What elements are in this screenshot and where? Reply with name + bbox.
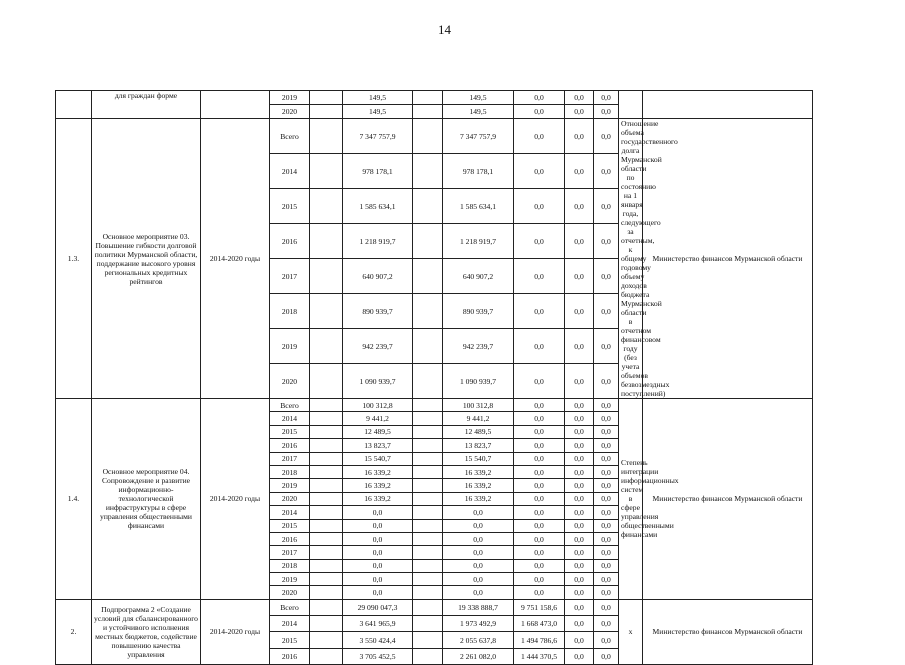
cell-regional-budget: 0,0 — [443, 559, 514, 572]
cell-other-budget: 0,0 — [594, 632, 619, 648]
cell-year: 2015 — [270, 632, 310, 648]
cell-other-budget: 0,0 — [594, 479, 619, 492]
gap-cell — [413, 189, 443, 224]
gap-cell — [413, 506, 443, 519]
cell-year: 2017 — [270, 259, 310, 294]
cell-total: 9 441,2 — [343, 412, 413, 425]
cell-year: 2020 — [270, 105, 310, 119]
cell-federal-budget: 0,0 — [514, 559, 565, 572]
gap-cell — [413, 91, 443, 105]
cell-regional-budget: 149,5 — [443, 91, 514, 105]
cell-other-budget: 0,0 — [594, 573, 619, 586]
cell-local-budget: 0,0 — [565, 294, 594, 329]
cell-total: 1 090 939,7 — [343, 364, 413, 399]
table-row — [56, 599, 887, 615]
cell-federal-budget: 0,0 — [514, 519, 565, 532]
cell-local-budget: 0,0 — [565, 105, 594, 119]
gap-cell — [413, 294, 443, 329]
gap-cell — [310, 616, 343, 632]
cell-period: 2014-2020 годы — [201, 119, 270, 399]
gap-cell — [413, 573, 443, 586]
cell-other-budget: 0,0 — [594, 425, 619, 438]
cell-year: 2016 — [270, 532, 310, 545]
cell-total: 29 090 047,3 — [343, 599, 413, 615]
gap-cell — [310, 465, 343, 478]
gap-cell — [413, 559, 443, 572]
cell-regional-budget: 9 441,2 — [443, 412, 514, 425]
cell-local-budget: 0,0 — [565, 119, 594, 154]
gap-cell — [310, 559, 343, 572]
cell-local-budget: 0,0 — [565, 399, 594, 412]
cell-federal-budget: 0,0 — [514, 586, 565, 599]
cell-federal-budget: 0,0 — [514, 154, 565, 189]
gap-cell — [310, 632, 343, 648]
cell-federal-budget: 0,0 — [514, 294, 565, 329]
cell-local-budget: 0,0 — [565, 573, 594, 586]
cell-total: 1 218 919,7 — [343, 224, 413, 259]
cell-total: 149,5 — [343, 91, 413, 105]
cell-other-budget: 0,0 — [594, 648, 619, 664]
cell-total: 100 312,8 — [343, 399, 413, 412]
gap-cell — [310, 329, 343, 364]
gap-cell — [413, 329, 443, 364]
cell-local-budget: 0,0 — [565, 189, 594, 224]
cell-regional-budget: 149,5 — [443, 105, 514, 119]
cell-local-budget: 0,0 — [565, 492, 594, 505]
cell-federal-budget: 0,0 — [514, 364, 565, 399]
cell-other-budget: 0,0 — [594, 452, 619, 465]
cell-other-budget: 0,0 — [594, 105, 619, 119]
cell-regional-budget: 1 973 492,9 — [443, 616, 514, 632]
cell-federal-budget: 0,0 — [514, 259, 565, 294]
cell-regional-budget: 0,0 — [443, 546, 514, 559]
gap-cell — [413, 648, 443, 664]
cell-year: 2014 — [270, 154, 310, 189]
cell-year: 2017 — [270, 452, 310, 465]
cell-regional-budget: 7 347 757,9 — [443, 119, 514, 154]
gap-cell — [310, 259, 343, 294]
cell-indicator: х — [619, 599, 643, 664]
cell-total: 942 239,7 — [343, 329, 413, 364]
cell-regional-budget: 1 585 634,1 — [443, 189, 514, 224]
cell-federal-budget: 0,0 — [514, 573, 565, 586]
cell-regional-budget: 13 823,7 — [443, 439, 514, 452]
cell-local-budget: 0,0 — [565, 412, 594, 425]
cell-federal-budget: 9 751 158,6 — [514, 599, 565, 615]
cell-other-budget: 0,0 — [594, 616, 619, 632]
cell-year: 2019 — [270, 91, 310, 105]
cell-regional-budget: 890 939,7 — [443, 294, 514, 329]
cell-federal-budget: 0,0 — [514, 465, 565, 478]
cell-year: 2016 — [270, 439, 310, 452]
gap-cell — [413, 412, 443, 425]
cell-total: 0,0 — [343, 586, 413, 599]
cell-federal-budget: 0,0 — [514, 105, 565, 119]
gap-cell — [413, 599, 443, 615]
cell-year: 2014 — [270, 616, 310, 632]
cell-regional-budget: 0,0 — [443, 586, 514, 599]
cell-federal-budget: 0,0 — [514, 399, 565, 412]
cell-local-budget: 0,0 — [565, 224, 594, 259]
cell-total: 1 585 634,1 — [343, 189, 413, 224]
cell-year: 2015 — [270, 519, 310, 532]
cell-regional-budget: 0,0 — [443, 506, 514, 519]
cell-year: Всего — [270, 599, 310, 615]
cell-period: 2014-2020 годы — [201, 399, 270, 600]
cell-regional-budget: 1 090 939,7 — [443, 364, 514, 399]
cell-federal-budget: 0,0 — [514, 412, 565, 425]
gap-cell — [310, 119, 343, 154]
cell-executor: Министерство финансов Мурманской области — [643, 399, 813, 600]
cell-local-budget: 0,0 — [565, 479, 594, 492]
cell-regional-budget: 0,0 — [443, 532, 514, 545]
cell-year: Всего — [270, 119, 310, 154]
cell-other-budget: 0,0 — [594, 224, 619, 259]
cell-year: 2017 — [270, 546, 310, 559]
cell-year: Всего — [270, 399, 310, 412]
cell-total: 12 489,5 — [343, 425, 413, 438]
gap-cell — [413, 492, 443, 505]
gap-cell — [310, 105, 343, 119]
gap-cell — [310, 546, 343, 559]
gap-cell — [310, 532, 343, 545]
cell-other-budget: 0,0 — [594, 559, 619, 572]
cell-year: 2020 — [270, 586, 310, 599]
cell-period: 2014-2020 годы — [201, 599, 270, 664]
cell-year: 2016 — [270, 648, 310, 664]
cell-local-budget: 0,0 — [565, 154, 594, 189]
cell-number: 2. — [56, 599, 92, 664]
table-row — [56, 91, 887, 105]
gap-cell — [413, 364, 443, 399]
gap-cell — [310, 519, 343, 532]
cell-federal-budget: 0,0 — [514, 91, 565, 105]
cell-period — [201, 91, 270, 119]
cell-regional-budget: 16 339,2 — [443, 465, 514, 478]
cell-total: 640 907,2 — [343, 259, 413, 294]
gap-cell — [413, 119, 443, 154]
cell-title: для граждан форме — [92, 91, 201, 119]
cell-year: 2018 — [270, 559, 310, 572]
gap-cell — [310, 479, 343, 492]
cell-regional-budget: 640 907,2 — [443, 259, 514, 294]
cell-year: 2019 — [270, 329, 310, 364]
cell-total: 16 339,2 — [343, 479, 413, 492]
budget-table — [55, 90, 887, 665]
gap-cell — [413, 616, 443, 632]
gap-cell — [413, 479, 443, 492]
gap-cell — [310, 294, 343, 329]
cell-regional-budget: 15 540,7 — [443, 452, 514, 465]
cell-other-budget: 0,0 — [594, 465, 619, 478]
cell-local-budget: 0,0 — [565, 632, 594, 648]
gap-cell — [310, 91, 343, 105]
cell-total: 7 347 757,9 — [343, 119, 413, 154]
gap-cell — [413, 452, 443, 465]
gap-cell — [310, 224, 343, 259]
cell-total: 890 939,7 — [343, 294, 413, 329]
cell-other-budget: 0,0 — [594, 599, 619, 615]
cell-total: 3 641 965,9 — [343, 616, 413, 632]
cell-number — [56, 91, 92, 119]
cell-other-budget: 0,0 — [594, 294, 619, 329]
cell-local-budget: 0,0 — [565, 452, 594, 465]
cell-year: 2014 — [270, 506, 310, 519]
cell-local-budget: 0,0 — [565, 439, 594, 452]
cell-other-budget: 0,0 — [594, 259, 619, 294]
gap-cell — [413, 224, 443, 259]
cell-regional-budget: 942 239,7 — [443, 329, 514, 364]
gap-cell — [310, 452, 343, 465]
cell-number: 1.3. — [56, 119, 92, 399]
table-row — [56, 119, 887, 154]
gap-cell — [310, 492, 343, 505]
gap-cell — [310, 364, 343, 399]
cell-regional-budget: 2 055 637,8 — [443, 632, 514, 648]
cell-regional-budget: 1 218 919,7 — [443, 224, 514, 259]
cell-federal-budget: 0,0 — [514, 425, 565, 438]
cell-local-budget: 0,0 — [565, 91, 594, 105]
cell-other-budget: 0,0 — [594, 492, 619, 505]
cell-regional-budget: 16 339,2 — [443, 492, 514, 505]
gap-cell — [413, 465, 443, 478]
cell-regional-budget: 0,0 — [443, 519, 514, 532]
cell-local-budget: 0,0 — [565, 465, 594, 478]
gap-cell — [310, 154, 343, 189]
cell-regional-budget: 0,0 — [443, 573, 514, 586]
cell-executor: Министерство финансов Мурманской области — [643, 599, 813, 664]
cell-other-budget: 0,0 — [594, 532, 619, 545]
gap-cell — [310, 439, 343, 452]
cell-number: 1.4. — [56, 399, 92, 600]
cell-total: 3 550 424,4 — [343, 632, 413, 648]
cell-total: 3 705 452,5 — [343, 648, 413, 664]
cell-federal-budget: 0,0 — [514, 479, 565, 492]
cell-other-budget: 0,0 — [594, 519, 619, 532]
gap-cell — [413, 439, 443, 452]
cell-local-budget: 0,0 — [565, 586, 594, 599]
cell-federal-budget: 0,0 — [514, 546, 565, 559]
cell-title: Основное мероприятие 04. Сопровождение и развитие информационно-технологической инфраструктуры в сфере управления общественными финансами — [92, 399, 201, 600]
cell-regional-budget: 19 338 888,7 — [443, 599, 514, 615]
cell-local-budget: 0,0 — [565, 519, 594, 532]
cell-regional-budget: 16 339,2 — [443, 479, 514, 492]
cell-other-budget: 0,0 — [594, 154, 619, 189]
cell-local-budget: 0,0 — [565, 559, 594, 572]
cell-local-budget: 0,0 — [565, 329, 594, 364]
cell-other-budget: 0,0 — [594, 546, 619, 559]
cell-federal-budget: 1 668 473,0 — [514, 616, 565, 632]
gap-cell — [413, 586, 443, 599]
cell-federal-budget: 0,0 — [514, 189, 565, 224]
gap-cell — [413, 425, 443, 438]
gap-cell — [310, 399, 343, 412]
cell-title: Основное мероприятие 03. Повышение гибкости долговой политики Мурманской области, поддержание высокого уровня региональных кредитных рейтингов — [92, 119, 201, 399]
cell-indicator — [619, 91, 643, 119]
cell-federal-budget: 0,0 — [514, 492, 565, 505]
cell-year: 2019 — [270, 573, 310, 586]
cell-local-budget: 0,0 — [565, 259, 594, 294]
cell-local-budget: 0,0 — [565, 506, 594, 519]
cell-total: 16 339,2 — [343, 465, 413, 478]
gap-cell — [413, 105, 443, 119]
cell-other-budget: 0,0 — [594, 364, 619, 399]
cell-federal-budget: 0,0 — [514, 119, 565, 154]
cell-federal-budget: 0,0 — [514, 329, 565, 364]
cell-title: Подпрограмма 2 «Создание условий для сбалансированного и устойчивого исполнения местных бюджетов, содействие повышению качества управления — [92, 599, 201, 664]
gap-cell — [413, 632, 443, 648]
cell-regional-budget: 2 261 082,0 — [443, 648, 514, 664]
cell-regional-budget: 100 312,8 — [443, 399, 514, 412]
cell-indicator: Отношение объема государственного долга Мурманской области по состоянию на 1 января года, следующего за отчетным, к общему годовому объему доходов бюджета Мурманской области в отчетном финансовом году (без учета объемов безвозмездных поступлений) — [619, 119, 643, 399]
cell-year: 2018 — [270, 294, 310, 329]
cell-other-budget: 0,0 — [594, 506, 619, 519]
cell-local-budget: 0,0 — [565, 599, 594, 615]
cell-total: 149,5 — [343, 105, 413, 119]
cell-year: 2018 — [270, 465, 310, 478]
cell-federal-budget: 0,0 — [514, 506, 565, 519]
cell-total: 978 178,1 — [343, 154, 413, 189]
cell-other-budget: 0,0 — [594, 439, 619, 452]
cell-other-budget: 0,0 — [594, 329, 619, 364]
cell-total: 0,0 — [343, 546, 413, 559]
cell-total: 0,0 — [343, 573, 413, 586]
gap-cell — [413, 532, 443, 545]
cell-local-budget: 0,0 — [565, 546, 594, 559]
cell-total: 13 823,7 — [343, 439, 413, 452]
cell-federal-budget: 0,0 — [514, 224, 565, 259]
cell-regional-budget: 12 489,5 — [443, 425, 514, 438]
cell-local-budget: 0,0 — [565, 364, 594, 399]
cell-year: 2015 — [270, 425, 310, 438]
gap-cell — [413, 399, 443, 412]
cell-other-budget: 0,0 — [594, 399, 619, 412]
cell-total: 0,0 — [343, 559, 413, 572]
gap-cell — [310, 506, 343, 519]
cell-indicator: Степень интеграции информационных систем в сфере управления общественными финансами — [619, 399, 643, 600]
cell-federal-budget: 0,0 — [514, 452, 565, 465]
cell-total: 15 540,7 — [343, 452, 413, 465]
gap-cell — [413, 154, 443, 189]
cell-year: 2015 — [270, 189, 310, 224]
gap-cell — [310, 586, 343, 599]
cell-year: 2020 — [270, 364, 310, 399]
cell-local-budget: 0,0 — [565, 425, 594, 438]
cell-executor: Министерство финансов Мурманской области — [643, 119, 813, 399]
table-row — [56, 399, 887, 412]
gap-cell — [310, 573, 343, 586]
cell-executor — [643, 91, 813, 119]
gap-cell — [310, 599, 343, 615]
cell-total: 0,0 — [343, 506, 413, 519]
cell-year: 2020 — [270, 492, 310, 505]
cell-other-budget: 0,0 — [594, 189, 619, 224]
gap-cell — [310, 189, 343, 224]
gap-cell — [310, 425, 343, 438]
cell-regional-budget: 978 178,1 — [443, 154, 514, 189]
cell-year: 2014 — [270, 412, 310, 425]
cell-year: 2016 — [270, 224, 310, 259]
cell-local-budget: 0,0 — [565, 616, 594, 632]
cell-other-budget: 0,0 — [594, 586, 619, 599]
cell-year: 2019 — [270, 479, 310, 492]
cell-other-budget: 0,0 — [594, 91, 619, 105]
cell-federal-budget: 0,0 — [514, 439, 565, 452]
cell-federal-budget: 1 494 786,6 — [514, 632, 565, 648]
gap-cell — [413, 519, 443, 532]
cell-total: 16 339,2 — [343, 492, 413, 505]
cell-other-budget: 0,0 — [594, 119, 619, 154]
cell-local-budget: 0,0 — [565, 532, 594, 545]
gap-cell — [310, 648, 343, 664]
cell-federal-budget: 1 444 370,5 — [514, 648, 565, 664]
gap-cell — [413, 546, 443, 559]
cell-total: 0,0 — [343, 532, 413, 545]
cell-federal-budget: 0,0 — [514, 532, 565, 545]
gap-cell — [413, 259, 443, 294]
gap-cell — [310, 412, 343, 425]
cell-total: 0,0 — [343, 519, 413, 532]
page-number: 14 — [438, 22, 451, 37]
cell-other-budget: 0,0 — [594, 412, 619, 425]
cell-local-budget: 0,0 — [565, 648, 594, 664]
